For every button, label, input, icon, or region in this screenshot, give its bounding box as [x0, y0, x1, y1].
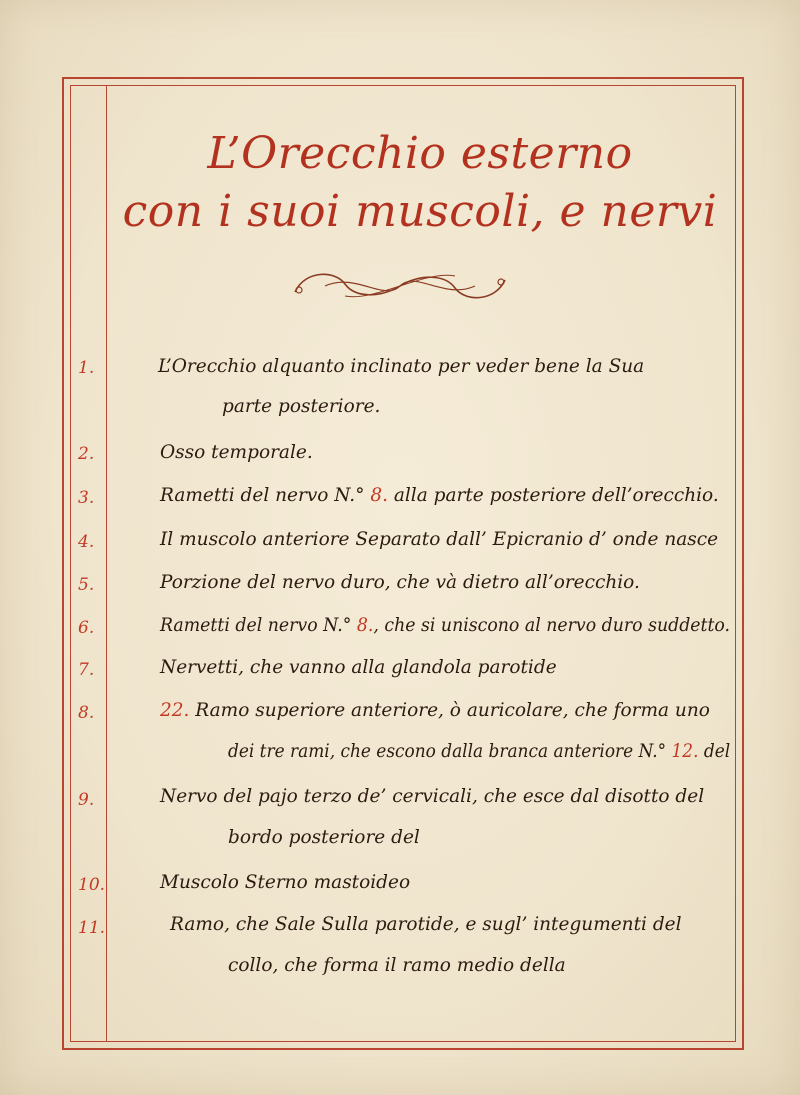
entry-text-part: Ramo superiore anteriore, ò auricolare, che forma uno [189, 700, 710, 721]
entry-text-part: alla parte posteriore dell’orecchio. [387, 485, 719, 506]
entry-text [160, 700, 710, 721]
title-line-2: con i suoi muscoli, e nervi [122, 186, 718, 237]
entry-text: Porzione del nervo duro, che và dietro all’orecchio. [160, 572, 640, 593]
entry-text: Osso temporale. [160, 442, 313, 463]
entry-number: 5. [78, 575, 95, 595]
title-line-1: L’Orecchio esterno [207, 128, 633, 179]
entry-text: Muscolo Sterno mastoideo [160, 872, 411, 893]
entry-text: bordo posteriore del [228, 827, 420, 848]
margin-rule [106, 85, 107, 1042]
entry-number: 3. [78, 488, 95, 508]
entry-number: 10. [78, 875, 106, 895]
entry-text-part: dei tre rami, che escono dalla branca anteriore N.° [228, 741, 672, 762]
entry-text-part: , che si uniscono al nervo duro suddetto. [373, 615, 731, 636]
entry-number: 9. [78, 790, 95, 810]
entry-number: 2. [78, 444, 95, 464]
entry-text: parte posteriore. [222, 396, 381, 417]
nerve-number: 8. [356, 615, 374, 636]
nerve-number: 8. [370, 485, 388, 506]
nerve-number: 22. [160, 700, 190, 721]
entry-text-part: Rametti del nervo N.° [160, 615, 357, 636]
nerve-number: 12. [671, 741, 699, 762]
entry-number: 1. [78, 358, 95, 378]
entry-number: 6. [78, 618, 95, 638]
calligraphic-flourish-ornament [285, 262, 515, 310]
entry-text: Nervo del pajo terzo de’ cervicali, che esce dal disotto del [160, 786, 705, 807]
entry-text: Il muscolo anteriore Separato dall’ Epicranio d’ onde nasce [160, 529, 719, 550]
entry-number: 11. [78, 918, 106, 938]
entry-text [160, 615, 730, 636]
entry-text-part: del [698, 741, 731, 762]
entry-text [160, 485, 719, 506]
entry-text [228, 741, 730, 762]
entry-number: 4. [78, 532, 95, 552]
entry-number: 8. [78, 703, 95, 723]
entry-text: L’Orecchio alquanto inclinato per veder bene la Sua [158, 356, 645, 377]
entry-text: collo, che forma il ramo medio della [228, 955, 566, 976]
entry-text-part: Rametti del nervo N.° [160, 485, 371, 506]
entry-text: Nervetti, che vanno alla glandola parotide [160, 657, 557, 678]
entry-number: 7. [78, 660, 95, 680]
entry-text: Ramo, che Sale Sulla parotide, e sugl’ integumenti del [170, 914, 682, 935]
